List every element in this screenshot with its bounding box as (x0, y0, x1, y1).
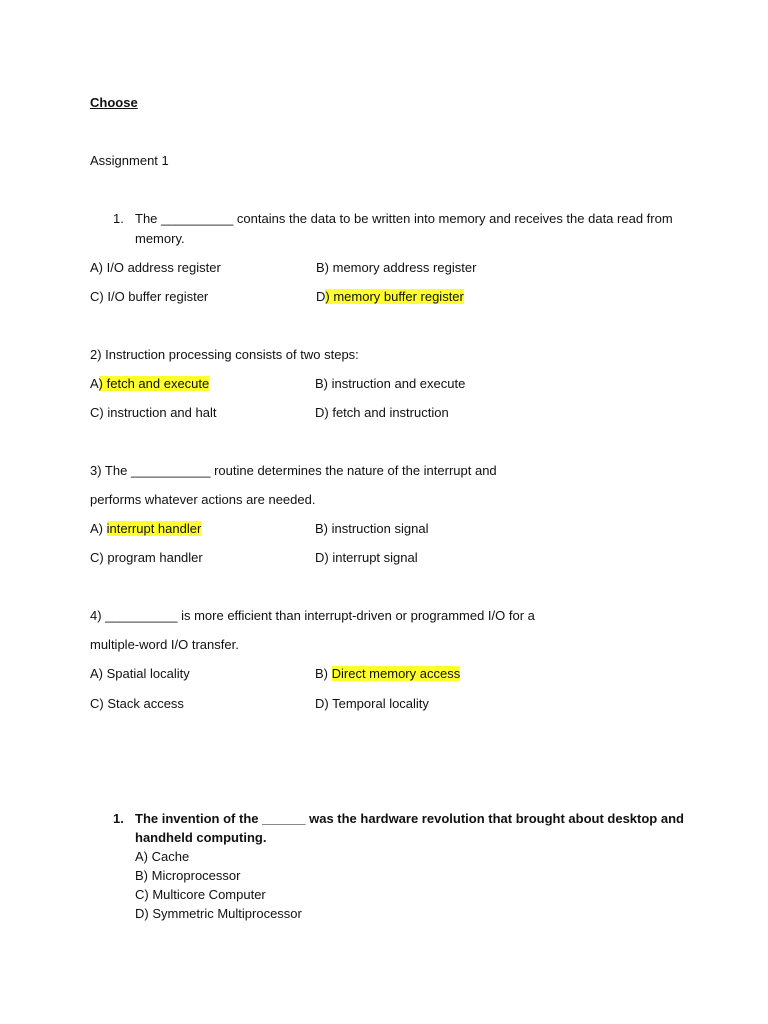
question-2-option-d (315, 404, 449, 421)
option-text: Spatial locality (106, 666, 190, 681)
option-prefix: C) (90, 405, 108, 420)
option-text: memory address register (332, 260, 477, 275)
option-prefix: A) (90, 666, 107, 681)
question-4-option-b (315, 665, 460, 682)
option-prefix: B) (315, 521, 332, 536)
option-text: instruction and halt (107, 405, 217, 420)
option-prefix: B) (316, 260, 333, 275)
assignment-heading: Assignment 1 (90, 153, 169, 168)
question-4-option-c (90, 695, 184, 712)
option-text: instruction signal (331, 521, 429, 536)
question-5-option-b: B) Microprocessor (135, 868, 241, 883)
question-2-text: 2) Instruction processing consists of two steps: (90, 347, 359, 362)
option-text: I/O address register (106, 260, 221, 275)
question-1-option-a (90, 259, 221, 276)
question-3-option-b (315, 520, 428, 537)
question-4-text: 4) __________ is more efficient than interrupt-driven or programmed I/O for a (90, 608, 535, 623)
question-2-option-b (315, 375, 465, 392)
question-4-option-a (90, 665, 190, 682)
question-5-text: The invention of the ______ was the hardware revolution that brought about desktop and (135, 811, 684, 826)
question-1-text-cont: memory. (135, 231, 185, 246)
option-text-highlighted: Direct memory access (331, 666, 461, 681)
option-text: fetch and instruction (332, 405, 449, 420)
question-4-text-cont: multiple-word I/O transfer. (90, 637, 239, 652)
option-prefix: D) (315, 696, 333, 711)
question-5-option-c: C) Multicore Computer (135, 887, 266, 902)
option-prefix: A) (90, 260, 107, 275)
question-3-text: 3) The ___________ routine determines the nature of the interrupt and (90, 463, 497, 478)
option-prefix: C) (90, 289, 108, 304)
option-prefix: C) (90, 696, 108, 711)
question-5-option-d: D) Symmetric Multiprocessor (135, 906, 302, 921)
question-2-option-a (90, 375, 209, 392)
question-5-number: 1. (113, 811, 124, 826)
question-3-text-cont: performs whatever actions are needed. (90, 492, 316, 507)
option-prefix: D) (315, 405, 333, 420)
option-text: instruction and execute (331, 376, 466, 391)
option-text-highlighted: interrupt handler (106, 521, 202, 536)
option-text: program handler (107, 550, 203, 565)
option-text-highlighted: ) memory buffer register (325, 289, 464, 304)
question-5-text-cont: handheld computing. (135, 830, 267, 845)
option-prefix: A (90, 376, 99, 391)
question-1-text: The __________ contains the data to be written into memory and receives the data read from (135, 211, 673, 226)
question-2-option-c (90, 404, 216, 421)
option-text: Stack access (107, 696, 184, 711)
option-prefix: C) (90, 550, 108, 565)
option-prefix: A) (90, 521, 107, 536)
option-prefix: D (316, 289, 326, 304)
question-1-option-d (316, 288, 464, 305)
option-prefix: D) (315, 550, 333, 565)
question-1-option-b (316, 259, 476, 276)
question-4-option-d (315, 695, 429, 712)
option-text-highlighted: ) fetch and execute (98, 376, 210, 391)
question-5-option-a: A) Cache (135, 849, 190, 864)
option-text: interrupt signal (332, 550, 418, 565)
question-1-number: 1. (113, 211, 124, 226)
question-3-option-c (90, 549, 203, 566)
option-text: I/O buffer register (107, 289, 209, 304)
option-prefix: B) (315, 376, 332, 391)
question-3-option-a (90, 520, 201, 537)
option-prefix: B) (315, 666, 332, 681)
question-3-option-d (315, 549, 418, 566)
question-1-option-c (90, 288, 208, 305)
document-title: Choose (90, 95, 138, 110)
option-text: Temporal locality (332, 696, 429, 711)
